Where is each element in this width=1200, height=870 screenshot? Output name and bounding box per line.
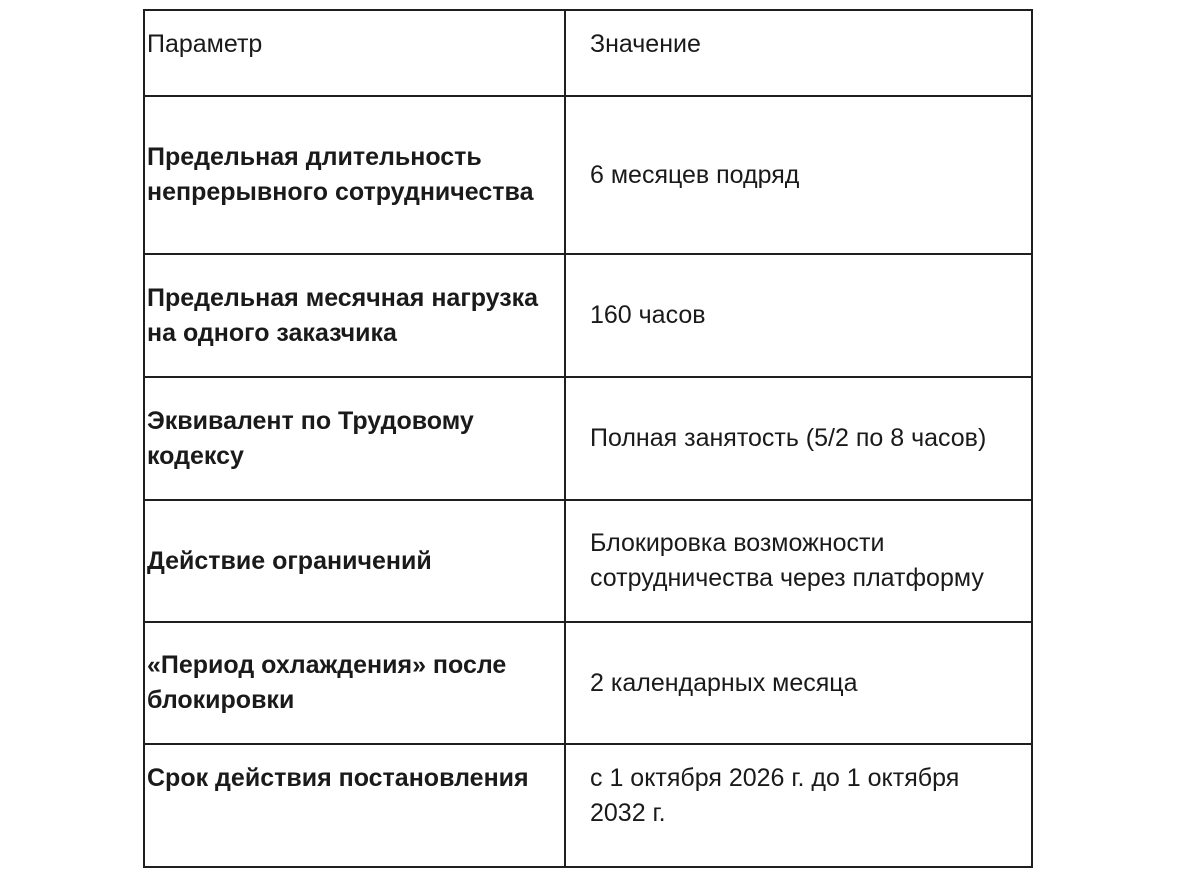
value-cell — [565, 96, 1032, 254]
param-cell — [144, 96, 565, 254]
table-row — [144, 744, 1032, 867]
param-label: Срок действия постановления — [147, 764, 529, 792]
param-cell — [144, 254, 565, 377]
table-row — [144, 96, 1032, 254]
param-label: Эквивалент по Трудовому кодексу — [147, 406, 474, 470]
param-cell — [144, 500, 565, 622]
header-param-cell — [144, 10, 565, 96]
param-cell — [144, 377, 565, 500]
value-label: Блокировка возможности сотрудничества через платформу — [590, 529, 984, 592]
header-value-label: Значение — [590, 30, 701, 58]
value-cell — [565, 377, 1032, 500]
value-label: 6 месяцев подряд — [590, 160, 800, 189]
value-cell — [565, 622, 1032, 744]
header-param-label: Параметр — [147, 30, 263, 58]
param-cell — [144, 744, 565, 867]
param-label: Действие ограничений — [147, 546, 432, 575]
table-row — [144, 254, 1032, 377]
param-label: Предельная длительность непрерывного сотрудничества — [147, 143, 534, 206]
table-row — [144, 377, 1032, 500]
value-cell — [565, 254, 1032, 377]
table-row — [144, 622, 1032, 744]
value-label: 160 часов — [590, 301, 706, 329]
table-header-row — [144, 10, 1032, 96]
parameters-table — [143, 9, 1033, 868]
value-cell — [565, 500, 1032, 622]
value-label: Полная занятость (5/2 по 8 часов) — [590, 424, 987, 452]
table-row — [144, 500, 1032, 622]
param-label: «Период охлаждения» после блокировки — [147, 651, 507, 714]
param-label: Предельная месячная нагрузка на одного заказчика — [147, 283, 539, 347]
value-cell — [565, 744, 1032, 867]
header-value-cell — [565, 10, 1032, 96]
param-cell — [144, 622, 565, 744]
value-label: с 1 октября 2026 г. до 1 октября 2032 г. — [590, 764, 960, 827]
value-label: 2 календарных месяца — [590, 668, 858, 697]
